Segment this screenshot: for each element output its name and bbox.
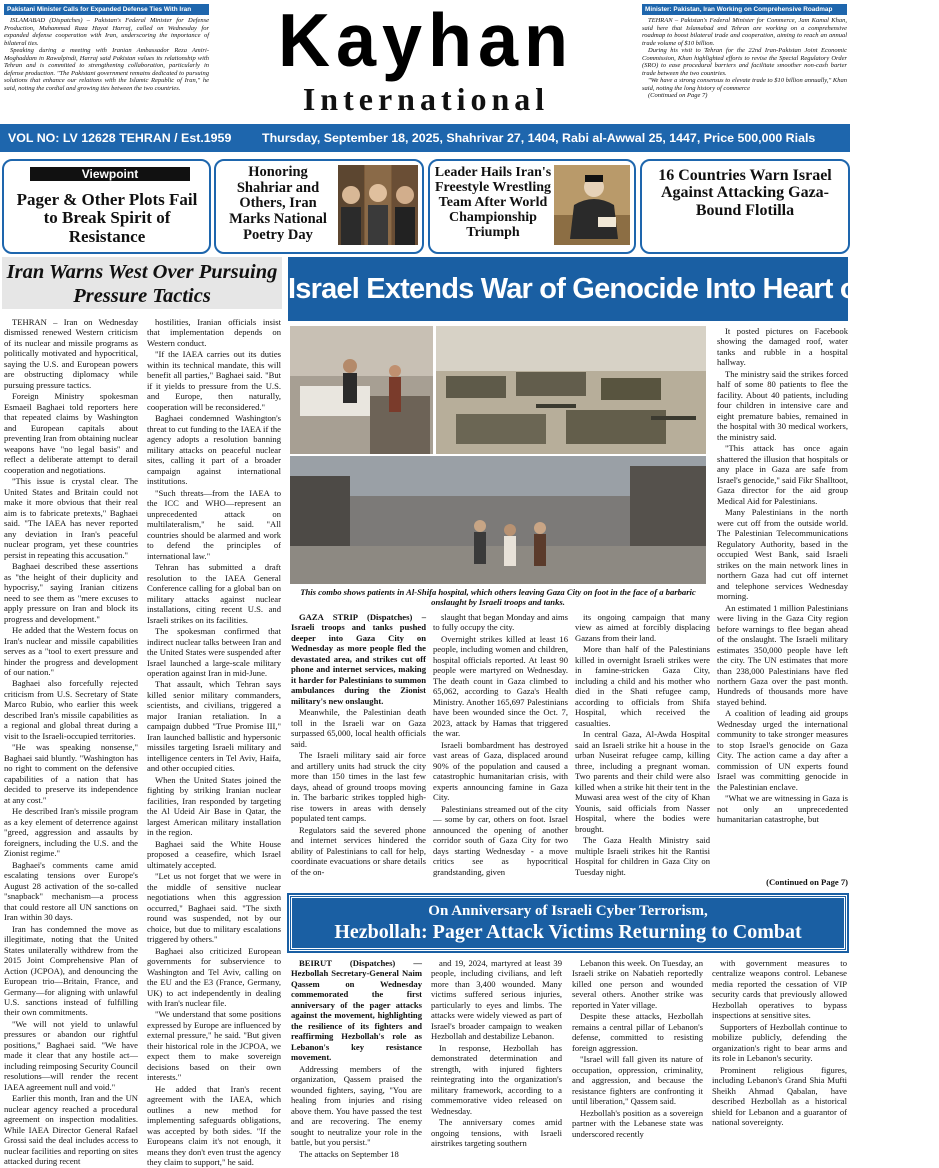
hezbollah-column-3 [572,958,703,1166]
paragraph: That assault, which Tehran says killed senior military commanders, scientists, and civilians, triggered a major Iranian retaliation. In a campaign dubbed "True Promise III," Iran launched ballistic and hypersonic missiles targeting Israeli military and intelligence centers in Tel Aviv, Haifa, and other occupied cities. [147,679,281,774]
paragraph: Despite these attacks, Hezbollah remains a central pillar of Lebanon's defense, committed to resisting foreign aggression. [572,1011,703,1053]
paragraph: Baghaei described these assertions as "the height of their duplicity and hypocrisy," saying Iranian citizens need to see them as "mere excuses to apply pressure on Iran and block its progress and development." [4,561,138,624]
paragraph: TEHRAN – Iran on Wednesday dismissed renewed Western criticism of its nuclear and missile programs as politically motivated and hypocritical, saying the U.S. and European powers are obstructing diplomacy while pursuing pressure tactics. [4,317,138,390]
teaser-flotilla[interactable] [640,159,850,254]
paragraph: In response, Hezbollah has demonstrated determination and strength, with injured fighters reintegrating into the organization's military framework, according to a commemorative video released on Wednesday. [431,1042,562,1116]
paragraph: An estimated 1 million Palestinians were living in the Gaza City region before warnings to flee began ahead of the onslaught. The Israeli military estimates 350,000 people have left the city. The UN estimates that more than 238,000 Palestinians have fled northern Gaza over the past month. Hundreds of thousands more have stayed behind. [717,602,848,707]
paragraph: Regulators said the severed phone and internet services hindered the ability of Palestinians to call for help, coordinate evacuations or share details of the on- [291,824,426,877]
paragraph: The ministry said the strikes forced half of some 80 patients to flee the facility. About 40 patients, including four children in intensive care and eight premature babies, remained in the hospital with 30 medical workers, the ministry said. [717,368,848,442]
paragraph: Iran has condemned the move as illegitimate, noting that the United States unilaterally withdrew from the 2015 Joint Comprehensive Plan of Action (JCPOA), and denouncing the European trio—Britain, France, and Germany—for aligning with unlawful U.S. sanctions instead of fulfilling their own commitments. [4,923,138,1018]
gaza-column-2 [433,612,568,888]
iran-column-2 [147,317,281,1168]
hezbollah-column-1 [291,958,422,1166]
paragraph: "We have a strong consensus to elevate trade to $10 billion annually," Khan said, noting the long history of commerce [642,77,847,92]
right-ear-story [642,4,847,100]
gaza-headline: Israel Extends War of Genocide Into Heart of Gaza [288,273,939,305]
gaza-photo-caption: This combo shows patients in Al-Shifa hospital, which others leaving Gaza City on foot in the face of a barbaric onslaught by Israeli troops and tanks. [300,587,696,608]
paragraph: Many Palestinians in the north were cut off from the outside world. The Palestinian Telecommunications Regulatory Authority, based in the occupied West Bank, said Israeli strikes on the main network lines in northern Gaza had cut off internet and telephone services Wednesday morning. [717,507,848,602]
paragraph: He added that the Western focus on Iran's nuclear and missile capabilities serves as a "tool to exert pressure and hinder the progress and development of our nation." [4,625,138,677]
paragraph: (Continued on Page 7) [648,92,708,100]
paragraph: hostilities, Iranian officials insist that implementation depends on Western conduct. [147,317,281,348]
paragraph: Tehran has submitted a draft resolution to the IAEA General Conference calling for a global ban on military attacks against nuclear installations, citing recent U.S. and Israeli strikes on its facilities. [147,562,281,625]
left-ear-story [4,4,209,92]
poetry-portraits-image [338,165,418,245]
paragraph: Baghaei also forcefully rejected criticism from U.S. Secretary of State Marco Rubio, who earlier this week described Iran's missile capabilities as a regional and global threat during a visit to the Israeli-occupied territories. [4,678,138,741]
paragraph: and 19, 2024, martyred at least 39 people, including civilians, and left more than 3,400 wounded. Many victims suffered serious injuries, particularly to eyes and limbs. The attacks were widely viewed as part of Israel's broader campaign to weaken Hezbollah and destabilize Lebanon. [431,958,562,1042]
paragraph: The spokesman confirmed that indirect nuclear talks between Iran and the United States were suspended after Israel launched a large-scale military operation against Iran in mid-June. [147,626,281,678]
teaser-wrestling-title: Leader Hails Iran's Freestyle Wrestling Team After World Championship Triumph [434,165,552,241]
gaza-continued-note: (Continued on Page 7) [717,877,848,887]
paragraph: Prominent religious figures, including Lebanon's Grand Shia Mufti Sheikh Ahmad Qabalan, have described Hezbollah as a historical shield for Lebanon and a guarantor of national sovereignty. [712,1064,847,1128]
paragraph: In central Gaza, Al-Awda Hospital said an Israeli strike hit a house in the urban Nuseirat refugee camp, killing three, including a pregnant woman. Two parents and their child were also killed when a strike hit their tent in the Muwasi area west of the city of Khan Younis, said officials from Nasser Hospital, where the bodies were brought. [575,729,710,834]
paragraph: Earlier this month, Iran and the UN nuclear agency reached a procedural agreement on inspection modalities. While IAEA Director General Rafael Grossi said the deal includes access to nuclear facilities and reporting on sites attacked during recent [4,1093,138,1167]
paragraph: Addressing members of the organization, Qassem praised the wounded fighters, saying, "You are healing from injuries and rising above them. You have passed the test and are recovering. The enemy sought to neutralize your role in the battle, but you persist." [291,1063,422,1148]
paragraph: Baghaei's comments came amid escalating tensions over Europe's August 28 activation of the so-called "snapback" mechanism—a process that could restore all UN sanctions on Iran within 30 days. [4,859,138,923]
paragraph: "Such threats—from the IAEA to the ICC and WHO—represent an unprecedented attack on multilateralism," he said. "All countries should be alarmed and work to defend the principles of international law." [147,487,281,561]
volume-number: VOL NO: LV 12628 TEHRAN / Est.1959 [8,131,232,145]
paragraph: "We will not yield to unlawful pressures or abandon our rightful positions," Baghaei said. "We have made it clear that any hostile act—including reimposing Security Council resolutions—will render the recent IAEA agreement null and void." [4,1018,138,1092]
viewpoint-label: Viewpoint [30,167,190,181]
paragraph: Supporters of Hezbollah continue to mobilize publicly, defending the organization's right to bear arms and its role in Lebanon's security. [712,1021,847,1064]
paragraph: "Let us not forget that we were in the middle of sensitive nuclear negotiations when this aggression occurred," Baghaei said. "The sixth round was suspended, not by our choice, but due to military escalations triggered by others." [147,871,281,945]
paragraph: Baghaei said the White House proposed a ceasefire, which Israel ultimately accepted. [147,838,281,870]
iran-headline-box [2,257,282,309]
left-ear-body [4,17,209,92]
paragraph: Lebanon this week. On Tuesday, an Israeli strike on Nabatieh reportedly killed one person and wounded several others. Another strike was reported in Yater village. [572,958,703,1010]
masthead [222,2,630,120]
teaser-poetry-day[interactable] [214,159,424,254]
hezbollah-headline: Hezbollah: Pager Attack Victims Returning to Combat [334,921,802,943]
gaza-column-3 [575,612,710,888]
displaced-people-photo [290,456,706,584]
paragraph: Meanwhile, the Palestinian death toll in the Israeli war on Gaza surpassed 65,000, local health officials said. [291,707,426,749]
teaser-poetry-title: Honoring Shahriar and Others, Iran Marks National Poetry Day [229,164,327,243]
paragraph: "Israel will fall given its nature of occupation, oppression, criminality, and aggression, and because the resistance fighters are confronting it until liberation," Qassem said. [572,1054,703,1107]
teaser-viewpoint-title: Pager & Other Plots Fail to Break Spirit of Resistance [16,190,198,246]
hezbollah-column-2 [431,958,562,1166]
gaza-column-1 [291,612,426,888]
paragraph: TEHRAN – Pakistan's Federal Minister for Commerce, Jam Kamal Khan, said here that Islamabad and Tehran are working on a comprehensive roadmap to boost bilateral trade and cooperation, aiming to reach an annual trade volume of $10 billion. [642,17,847,47]
masthead-name: Kayhan [277,0,575,84]
paragraph: BEIRUT (Dispatches) — Hezbollah Secretary-General Naim Qassem on Wednesday commemorated the first anniversary of the pager attacks against the movement, highlighting the resilience of its fighters and reaffirming Hezbollah's role as Lebanon's key resistance movement. [291,958,422,1063]
paragraph: He described Iran's missile program as a key element of deterrence against "greed, aggression and assaults by foreigners, including the U.S. and the Zionist regime." [4,806,138,859]
paragraph: The Gaza Health Ministry said multiple Israeli strikes hit the Rantisi Hospital for children in Gaza City on Tuesday night. [575,835,710,877]
dateline-bar [0,124,850,152]
paragraph: During his visit to Tehran for the 22nd Iran-Pakistan Joint Economic Commission, Khan highlighted efforts to revise the Special Regulatory Order (SRO) to ease procedural barriers and facilitate smoother non-cash barter trade between the two countries. [642,47,847,77]
masthead-sub: International [302,81,550,117]
hospital-patients-photo [290,326,433,454]
paragraph: When the United States joined the fighting by striking Iranian nuclear facilities, Iran responded by targeting the Al Udeid Air Base in Qatar, the largest American military installation in the region. [147,774,281,838]
paragraph: He added that Iran's recent agreement with the IAEA, which outlines a new method for implementing safeguards obligations, was accepted by both sides. "If the Europeans claim it's not enough, it means they don't even trust the agency they claim to support," he said. [147,1083,281,1168]
hezbollah-column-4 [712,958,847,1166]
issue-date: Thursday, September 18, 2025, Shahrivar 27, 1404, Rabi al-Awwal 25, 1447, Price 500,000 Rials [262,131,816,145]
paragraph: The attacks on September 18 [299,1148,399,1159]
paragraph: GAZA STRIP (Dispatches) – Israeli troops and tanks pushed deeper into Gaza City on Wednesday as more people fled the devastated area, and strikes cut off phone and internet services, making it harder for Palestinians to summon ambulances during the Zionist military's new onslaught. [291,612,426,706]
paragraph: Baghaei condemned Washington's threat to cut funding to the IAEA if the agency adopts a resolution banning military attacks on peaceful nuclear sites, calling it part of a broader campaign against international institutions. [147,413,281,487]
teaser-viewpoint[interactable] [2,159,211,254]
paragraph: "If the IAEA carries out its duties within its technical mandate, this will benefit all parties," Baghaei said. "But if it yields to pressure from the U.S. and Europe, then naturally, cooperation will be reconsidered." [147,349,281,412]
paragraph: Baghaei also criticized European governments for subservience to Washington and Tel Aviv, calling on the EU and the E3 (France, Germany, UK) to act independently in dealing with Iran's nuclear file. [147,945,281,1008]
paragraph: "We understand that some positions expressed by Europe are influenced by external pressure," he said. "But given their historical role in the JCPOA, we expect them to make sovereign decisions based on their own interests." [147,1009,281,1083]
hezbollah-banner [289,895,847,951]
iran-column-1 [4,317,138,1165]
paragraph: "This issue is crystal clear. The United States and Britain could not make it more obvious that their real aim is to fabricate pretexts," Baghaei said. "The IAEA has never reported any deviation in Iran's peaceful nuclear program, yet these countries persist in repeating this accusation." [4,476,138,560]
paragraph: ISLAMABAD (Dispatches) – Pakistan's Federal Minister for Defense Production, Muhammad Raza Hayat Harraj, called on Wednesday for expanded defense cooperation with Iran, underscoring the importance of bilateral ties. [4,17,209,47]
paragraph: Israeli bombardment has destroyed vast areas of Gaza, displaced around 90% of the population and caused a catastrophic humanitarian crisis, with experts announcing famine in Gaza City. [433,739,568,803]
gaza-right-column [717,326,848,888]
paragraph: Palestinians streamed out of the city — some by car, others on foot. Israel announced the opening of another corridor south of Gaza City for two days starting Wednesday - a move critics see as hypocritical grandstanding, given [433,803,568,877]
right-ear-body [642,17,847,99]
paragraph: More than half of the Palestinians killed in overnight Israeli strikes were in famine-stricken Gaza City, including a child and his mother who died in the Shati refugee camp, according to officials from Shifa Hospital, which received the casualties. [575,644,710,728]
paragraph: slaught that began Monday and aims to fully occupy the city. [433,612,568,633]
paragraph: The Israeli military said air force and artillery units had struck the city more than 150 times in the last few days, ahead of ground troops moving in. The barbaric strikes toppled high-rise towers in areas with densely populated tent camps. [291,750,426,824]
tanks-photo [436,326,706,454]
right-ear-title: Minister: Pakistan, Iran Working on Comprehensive Roadmap [642,4,847,15]
teaser-wrestling[interactable] [428,159,636,254]
paragraph: Foreign Ministry spokesman Esmaeil Baghaei told reporters here that repeated claims by Washington and European capitals about preventing Iran from obtaining nuclear weapons have "no legal basis" and reflect a deliberate attempt to derail cooperation and negotiations. [4,391,138,475]
iran-headline: Iran Warns West Over Pursuing Pressure Tactics [6,261,278,307]
leader-photo-image [554,165,630,245]
paragraph: its ongoing campaign that many view as aimed at forcibly displacing Gazans from their land. [575,612,710,643]
paragraph: The anniversary comes amid ongoing tensions, with Israeli airstrikes targeting southern [431,1117,562,1149]
paragraph: "What we are witnessing in Gaza is not only an unprecedented humanitarian catastrophe, but [717,793,848,825]
paragraph: Hezbollah's position as a sovereign partner with the Lebanese state was underscored recently [572,1107,703,1139]
paragraph: A coalition of leading aid groups Wednesday urged the international community to take stronger measures to stop Israel's genocide on Gaza City. The action came a day after a commission of UN experts found Israel was committing genocide in the Palestinian enclave. [717,708,848,792]
paragraph: It posted pictures on Facebook showing the damaged roof, water tanks and rubble in a hospital hallway. [717,326,848,368]
paragraph: "This attack has once again shattered the illusion that hospitals or any place in Gaza are safe from Israel's genocide," said Fikr Shalltoot, Gaza director for the aid group Medical Aid for Palestinians. [717,443,848,506]
hezbollah-kicker: On Anniversary of Israeli Cyber Terrorism, [428,903,708,919]
gaza-headline-banner [288,257,939,321]
paragraph: Speaking during a meeting with Iranian Ambassador Reza Amiri-Moghaddam in Rawalpindi, Harraj said Pakistan values its relationship with Tehran and is committed to strengthening collaboration, particularly in defense production. "The Pakistani government remains dedicated to pursuing solutions that enhance our relations with the Islamic Republic of Iran," he said, noting the cordial and growing ties between the two countries. [4,47,209,92]
paragraph: with government measures to centralize weapons control. Lebanese media reported the cessation of VIP security cards that previously allowed Hezbollah operatives to bypass inspections at sensitive sites. [712,958,847,1021]
paragraph: Overnight strikes killed at least 16 people, including women and children, hospital officials reported. At least 90 people were martyred on Wednesday. The death count in Gaza climbed to 65,062, according to Gaza's Health Ministry. Another 165,697 Palestinians have been wounded since the Oct. 7, 2023, attack by Hamas that triggered the war. [433,633,568,739]
paragraph: "He was speaking nonsense," Baghaei said bluntly. "Washington has no right to comment on the defensive capabilities of a nation that has decided to preserve its independence at any cost." [4,742,138,805]
teaser-flotilla-title: 16 Countries Warn Israel Against Attacking Gaza-Bound Flotilla [658,167,832,219]
left-ear-title: Pakistani Minister Calls for Expanded Defense Ties With Iran [4,4,209,15]
